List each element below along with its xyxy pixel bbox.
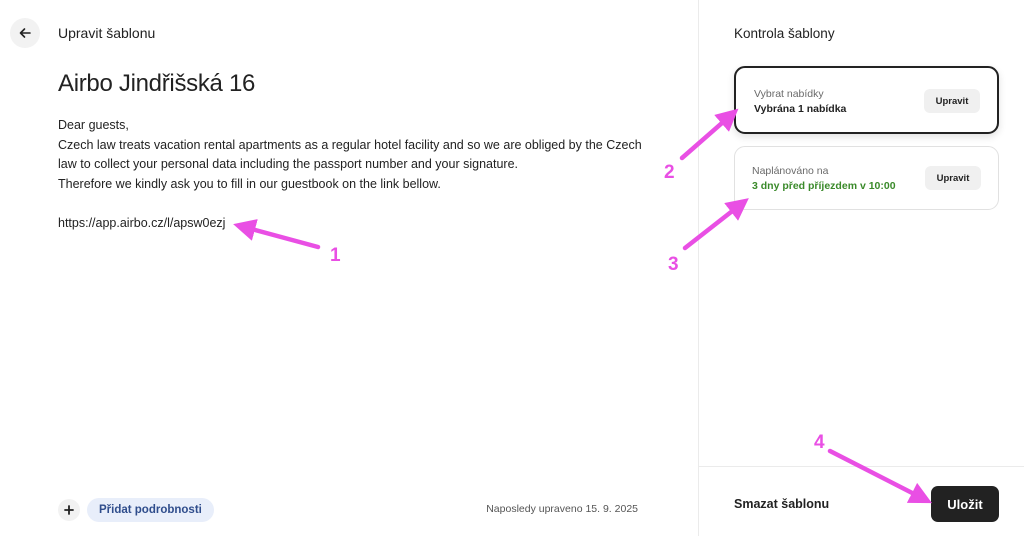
card-label: Vybrat nabídky xyxy=(754,88,824,100)
save-button[interactable]: Uložit xyxy=(931,486,999,522)
edit-schedule-button[interactable]: Upravit xyxy=(925,166,981,190)
annotation-number: 3 xyxy=(668,254,679,275)
card-label: Naplánováno na xyxy=(752,165,829,177)
annotation-number: 1 xyxy=(330,245,341,266)
add-button[interactable] xyxy=(58,499,80,521)
annotation-number: 2 xyxy=(664,162,675,183)
card-value: Vybrána 1 nabídka xyxy=(754,103,847,115)
schedule-card[interactable] xyxy=(734,146,999,210)
message-line: Therefore we kindly ask you to fill in our guestbook on the link bellow. xyxy=(58,176,441,191)
page-title: Upravit šablonu xyxy=(58,25,156,41)
message-line: law to collect your personal data including the passport number and your signature. xyxy=(58,157,518,171)
editor-footer xyxy=(58,498,648,522)
template-name[interactable]: Airbo Jindřišská 16 xyxy=(58,70,256,97)
add-details-button[interactable]: Přidat podrobnosti xyxy=(87,498,214,522)
guestbook-link[interactable]: https://app.airbo.cz/l/apsw0ezj xyxy=(58,215,226,230)
back-button[interactable] xyxy=(10,18,40,48)
paragraph-spacer xyxy=(58,194,658,214)
template-message-editor[interactable] xyxy=(58,116,658,233)
message-line: Dear guests, xyxy=(58,118,129,132)
delete-template-button[interactable]: Smazat šablonu xyxy=(734,497,830,511)
select-listings-card[interactable] xyxy=(734,66,999,134)
annotation-number: 4 xyxy=(814,432,825,453)
edit-listings-button[interactable]: Upravit xyxy=(924,89,980,113)
message-line: Czech law treats vacation rental apartments as a regular hotel facility and so we are obliged by the Czech xyxy=(58,137,642,152)
last-updated-text: Naposledy upraveno 15. 9. 2025 xyxy=(486,503,638,515)
card-value: 3 dny před příjezdem v 10:00 xyxy=(752,180,896,192)
review-title: Kontrola šablony xyxy=(734,26,835,41)
review-footer xyxy=(699,466,1024,536)
plus-icon xyxy=(64,505,74,515)
template-review-panel xyxy=(698,0,1024,536)
arrow-left-icon xyxy=(18,26,32,40)
